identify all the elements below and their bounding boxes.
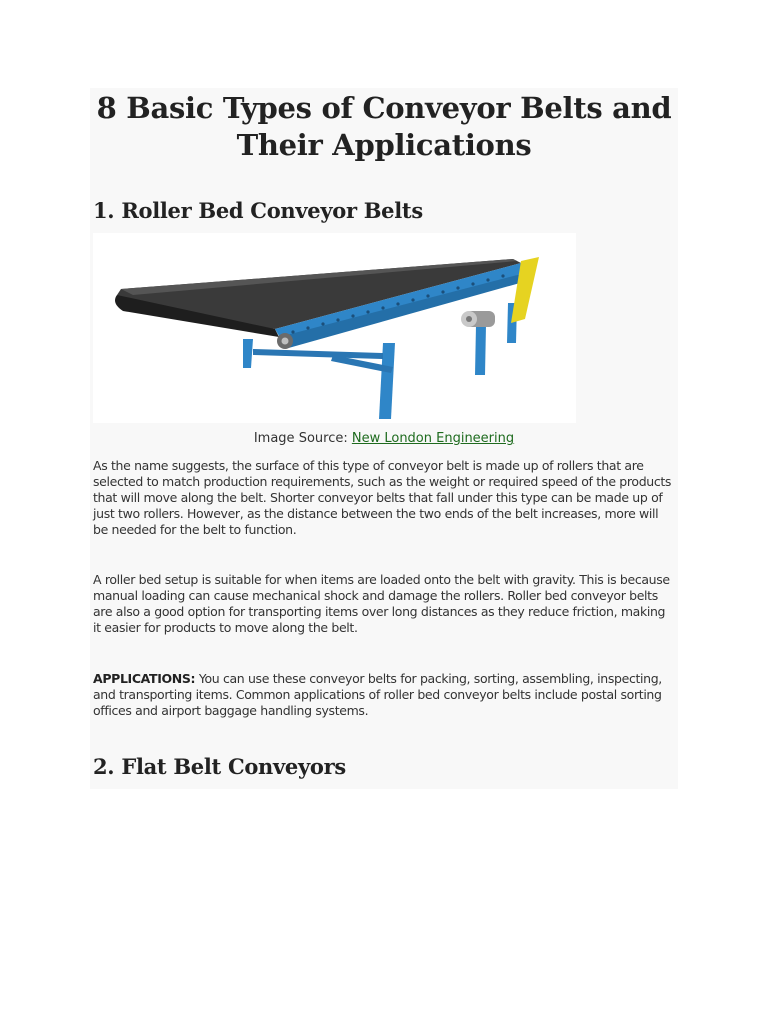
conveyor-leg bbox=[475, 325, 486, 375]
paragraph-roller-intro: As the name suggests, the surface of this type of conveyor belt is made up of rollers that are selected to match production requirements, such as the weight or required speed of the products that will move along the belt. Shorter conveyor belts that fall under this type can be made up of just two rollers. However, as the distance between the two ends of the belt increases, more will be needed for the belt to function. bbox=[93, 458, 672, 537]
paragraph-applications bbox=[93, 671, 675, 719]
conveyor-illustration bbox=[93, 233, 576, 423]
image-caption bbox=[90, 431, 678, 447]
image-source-link[interactable]: New London Engineering bbox=[351, 431, 515, 446]
applications-text: You can use these conveyor belts for packing, sorting, assembling, inspecting, and transporting items. Common applications of roller bed conveyor belts include postal sorting offices and airport baggage handling systems. bbox=[93, 671, 662, 718]
article-title: 8 Basic Types of Conveyor Belts and Their Applications bbox=[96, 91, 672, 162]
conveyor-brace bbox=[253, 349, 383, 359]
article-content bbox=[90, 88, 678, 789]
section-heading-roller-bed: 1. Roller Bed Conveyor Belts bbox=[93, 198, 423, 223]
applications-label: APPLICATIONS: bbox=[93, 671, 196, 686]
conveyor-leg bbox=[243, 339, 253, 368]
conveyor-belt-image bbox=[93, 233, 576, 423]
section-heading-flat-belt: 2. Flat Belt Conveyors bbox=[93, 754, 346, 779]
paragraph-roller-gravity: A roller bed setup is suitable for when items are loaded onto the belt with gravity. This is because manual loading can cause mechanical shock and damage the rollers. Roller bed conveyor belts are also a good option for transporting items over long distances as they reduce friction, making it easier for products to move along the belt. bbox=[93, 572, 670, 635]
caption-prefix: Image Source: bbox=[253, 431, 352, 446]
